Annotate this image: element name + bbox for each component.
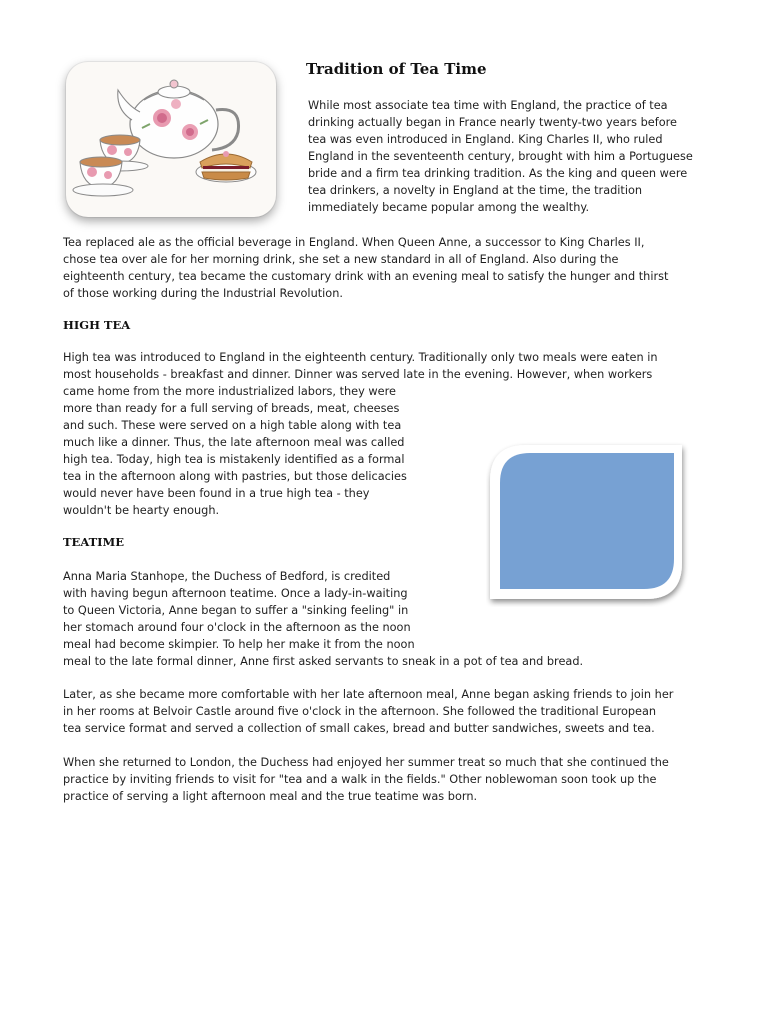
text-line: of those working during the Industrial Revolution. <box>63 287 343 300</box>
teatime-heading: TEATIME <box>63 535 125 549</box>
text-line: eighteenth century, tea became the customary drink with an evening meal to satisfy the hunger and thirst <box>63 270 669 283</box>
text-line: England in the seventeenth century, brought with him a Portuguese <box>308 150 693 163</box>
text-line: high tea. Today, high tea is mistakenly identified as a formal <box>63 453 405 466</box>
text-line: tea was even introduced in England. King Charles II, who ruled <box>308 133 663 146</box>
text-line: practice of serving a light afternoon meal and the true teatime was born. <box>63 790 478 803</box>
text-line: with having begun afternoon teatime. Once a lady-in-waiting <box>63 587 408 600</box>
text-line: drinking actually began in France nearly twenty-two years before <box>308 116 677 129</box>
text-line: wouldn't be hearty enough. <box>63 504 220 517</box>
text-line: practice by inviting friends to visit for "tea and a walk in the fields." Other noblewoman soon took up the <box>63 773 657 786</box>
text-line: While most associate tea time with England, the practice of tea <box>308 99 668 112</box>
text-line: bride and a firm tea drinking tradition. As the king and queen were <box>308 167 688 180</box>
text-line: immediately became popular among the wealthy. <box>308 201 590 214</box>
text-line: Later, as she became more comfortable with her late afternoon meal, Anne began asking friends to join her <box>63 688 674 701</box>
text-line: most households - breakfast and dinner. Dinner was served late in the evening. However, when workers <box>63 368 653 381</box>
text-line: in her rooms at Belvoir Castle around five o'clock in the afternoon. She followed the traditional European <box>63 705 657 718</box>
text-line: meal had become skimpier. To help her make it from the noon <box>63 638 415 651</box>
text-line: much like a dinner. Thus, the late afternoon meal was called <box>63 436 405 449</box>
text-line: would never have been found in a true high tea - they <box>63 487 370 500</box>
teapot-teacups-illustration <box>66 62 276 217</box>
intro-paragraph <box>308 97 693 216</box>
document-title: Tradition of Tea Time <box>306 60 487 78</box>
text-line: Tea replaced ale as the official beverage in England. When Queen Anne, a successor to King Charles II, <box>63 236 645 249</box>
text-line: her stomach around four o'clock in the afternoon as the noon <box>63 621 411 634</box>
high-tea-heading: HIGH TEA <box>63 318 131 332</box>
text-line: came home from the more industrialized labors, they were <box>63 385 396 398</box>
text-line: and such. These were served on a high table along with tea <box>63 419 402 432</box>
text-line: High tea was introduced to England in the eighteenth century. Traditionally only two meals were eaten in <box>63 351 658 364</box>
text-line: When she returned to London, the Duchess had enjoyed her summer treat so much that she continued the <box>63 756 669 769</box>
return-paragraph <box>63 754 669 805</box>
tea-set-drawing <box>66 62 276 217</box>
text-line: tea drinkers, a novelty in England at the time, the tradition <box>308 184 643 197</box>
text-line: tea service format and served a collection of small cakes, bread and butter sandwiches, sweets and tea. <box>63 722 655 735</box>
text-line: Anna Maria Stanhope, the Duchess of Bedford, is credited <box>63 570 391 583</box>
later-paragraph <box>63 686 673 737</box>
anna-paragraph <box>63 568 583 670</box>
ale-paragraph <box>63 234 668 302</box>
text-line: to Queen Victoria, Anne began to suffer a "sinking feeling" in <box>63 604 409 617</box>
text-line: more than ready for a full serving of breads, meat, cheeses <box>63 402 400 415</box>
text-line: meal to the late formal dinner, Anne first asked servants to sneak in a pot of tea and bread. <box>63 655 584 668</box>
text-line: tea in the afternoon along with pastries, but those delicacies <box>63 470 407 483</box>
text-line: chose tea over ale for her morning drink, she set a new standard in all of England. Also during the <box>63 253 619 266</box>
